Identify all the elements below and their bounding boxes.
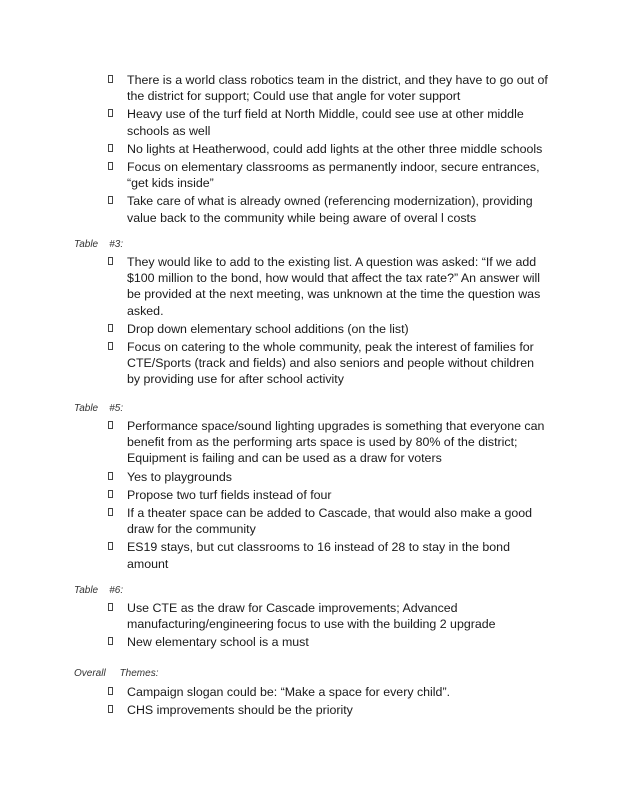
bullet-glyph-icon — [108, 342, 113, 350]
bullet-glyph-icon — [108, 421, 113, 429]
bullet-glyph-icon — [108, 472, 113, 480]
overall-themes-list — [0, 684, 618, 720]
bullet-glyph-icon — [108, 508, 113, 516]
bullet-glyph-icon — [108, 542, 113, 550]
list-item: Propose two turf fields instead of four — [0, 487, 618, 503]
list-item: Campaign slogan could be: “Make a space for every child”. — [0, 684, 618, 700]
list-item: There is a world class robotics team in the district, and they have to go out of the district for support; Could use that angle for voter support — [0, 72, 618, 104]
list-item: If a theater space can be added to Cascade, that would also make a good draw for the community — [0, 505, 618, 537]
bullet-glyph-icon — [108, 705, 113, 713]
bullet-glyph-icon — [108, 196, 113, 204]
list-item: Focus on elementary classrooms as permanently indoor, secure entrances, “get kids inside” — [0, 159, 618, 191]
bullet-glyph-icon — [108, 257, 113, 265]
bullet-glyph-icon — [108, 109, 113, 117]
bullet-glyph-icon — [108, 603, 113, 611]
table5-list — [0, 418, 618, 574]
bullet-glyph-icon — [108, 75, 113, 83]
list-item: Drop down elementary school additions (on the list) — [0, 321, 618, 337]
bullet-glyph-icon — [108, 490, 113, 498]
list-item: New elementary school is a must — [0, 634, 618, 650]
list-item: No lights at Heatherwood, could add lights at the other three middle schools — [0, 141, 618, 157]
bullet-glyph-icon — [108, 144, 113, 152]
section0-list — [0, 72, 618, 228]
bullet-glyph-icon — [108, 687, 113, 695]
list-item: ES19 stays, but cut classrooms to 16 instead of 28 to stay in the bond amount — [0, 539, 618, 571]
table5-heading: Table #5: — [74, 403, 124, 414]
list-item: Yes to playgrounds — [0, 469, 618, 485]
list-item: They would like to add to the existing list. A question was asked: “If we add $100 million to the bond, how would that affect the tax rate?” An answer will be provided at the next meeting, was unknown at the time the question was asked. — [0, 254, 618, 319]
bullet-glyph-icon — [108, 637, 113, 645]
table6-heading: Table #6: — [74, 585, 124, 596]
bullet-glyph-icon — [108, 324, 113, 332]
list-item: CHS improvements should be the priority — [0, 702, 618, 718]
bullet-glyph-icon — [108, 162, 113, 170]
list-item: Performance space/sound lighting upgrades is something that everyone can benefit from as the performing arts space is used by 80% of the district; Equipment is failing and can be used as a draw for voters — [0, 418, 618, 467]
table6-list — [0, 600, 618, 653]
list-item: Take care of what is already owned (referencing modernization), providing value back to the community while being aware of overal l costs — [0, 193, 618, 225]
list-item: Heavy use of the turf field at North Middle, could see use at other middle schools as well — [0, 106, 618, 138]
overall-themes-heading: Overall Themes: — [74, 668, 159, 679]
list-item: Use CTE as the draw for Cascade improvements; Advanced manufacturing/engineering focus to use with the building 2 upgrade — [0, 600, 618, 632]
table3-heading: Table #3: — [74, 239, 124, 250]
table3-list — [0, 254, 618, 390]
list-item: Focus on catering to the whole community, peak the interest of families for CTE/Sports (track and fields) and also seniors and people without children by providing use for after school activity — [0, 339, 618, 388]
